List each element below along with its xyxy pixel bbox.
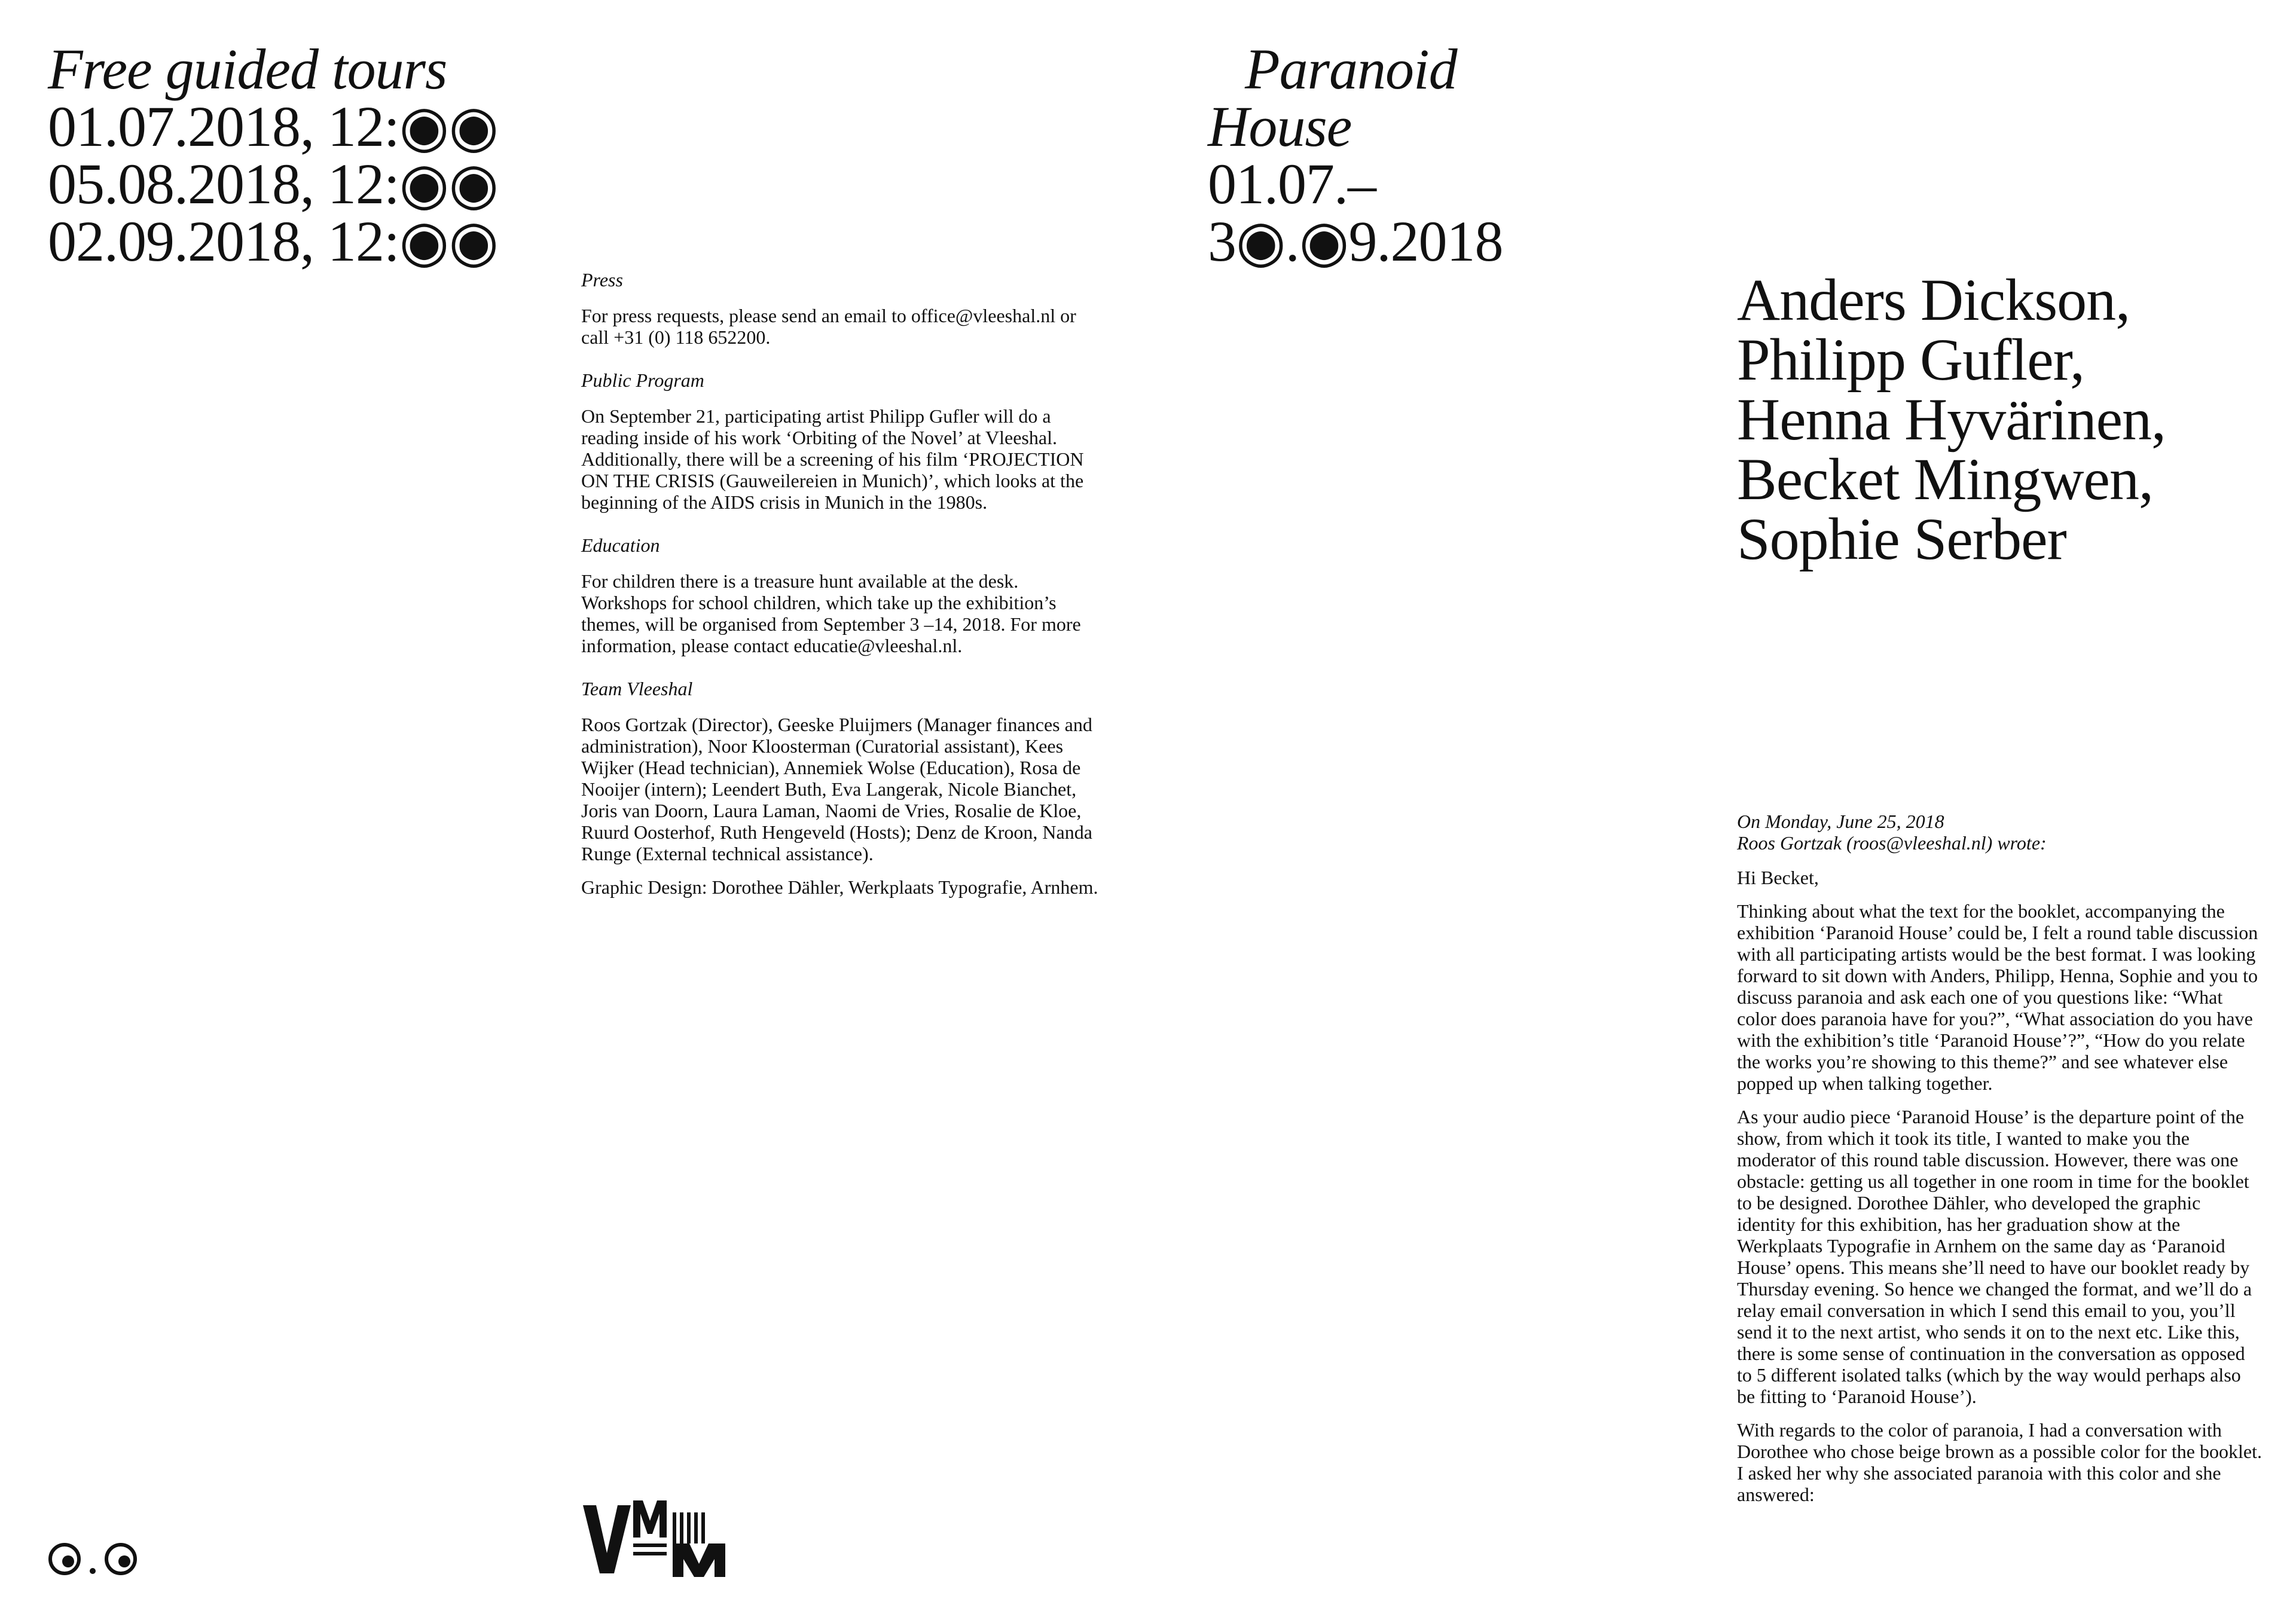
letter-meta [1737, 811, 2263, 854]
letter-date: On Monday, June 25, 2018 [1737, 811, 1944, 832]
education-text: For children there is a treasure hunt available at the desk. Workshops for school children, which take up the exhibition’s themes, will be organised from September 3 –14, 2018. For more information, please contact educatie@vleeshal.nl. [581, 570, 1081, 656]
guided-tours-title: Free guided tours [48, 37, 447, 101]
vm-logo-icon [583, 1500, 670, 1578]
team-heading: Team Vleeshal [581, 678, 693, 699]
artist-name: Becket Mingwen, [1737, 446, 2153, 512]
exhibition-title-block [1208, 37, 1567, 273]
exhibition-title-line: Paranoid [1245, 37, 1457, 101]
artists-list [1737, 267, 2275, 572]
letter-column [1737, 811, 2263, 1517]
artist-name: Philipp Gufler, [1737, 326, 2084, 393]
artist-name: Henna Hyvärinen, [1737, 386, 2166, 453]
eyes-icon [48, 1536, 138, 1578]
education-heading: Education [581, 534, 660, 556]
exhibition-dates: 3◉.◉9.2018 [1208, 209, 1503, 273]
guided-tours-block [48, 37, 622, 273]
public-program-heading: Public Program [581, 369, 704, 391]
artist-name: Sophie Serber [1737, 506, 2066, 572]
design-credit: Graphic Design: Dorothee Dähler, Werkplaats Typografie, Arnhem. [581, 876, 1098, 898]
artist-name: Anders Dickson, [1737, 267, 2130, 333]
letter-greeting: Hi Becket, [1737, 867, 1819, 888]
team-text: Roos Gortzak (Director), Geeske Pluijmers (Manager finances and administration), Noor Kloosterman (Curatorial assistant), Kees Wijker (Head technician), Annemiek Wolse (Education), Rosa de Nooijer (intern); Leendert Buth, Eva Langerak, Nicole Bianchet, Joris van Doorn, Laura Laman, Naomi de Vries, Rosalie de Kloe, Ruurd Oosterhof, Ruth Hengeveld (Hosts); Denz de Kroon, Nanda Runge (External technical assistance). [581, 714, 1092, 864]
letter-paragraph: With regards to the color of paranoia, I had a conversation with Dorothee who chose beige brown as a possible color for the booklet. I asked her why she associated paranoia with this color and she answered: [1737, 1419, 2262, 1505]
tour-date: 02.09.2018, 12:◉◉ [48, 209, 499, 273]
m-logo-icon [673, 1512, 762, 1578]
exhibition-title-line: House [1208, 94, 1352, 158]
tour-date: 05.08.2018, 12:◉◉ [48, 152, 499, 216]
press-text: For press requests, please send an email to office@vleeshal.nl or call +31 (0) 118 652200. [581, 305, 1076, 348]
letter-paragraph: As your audio piece ‘Paranoid House’ is the departure point of the show, from which it took its title, I wanted to make you the moderator of this round table discussion. However, there was one obstacle: getting us all together in one room in time for the booklet to be designed. Dorothee Dähler, who developed the graphic identity for this exhibition, has her graduation show at the Werkplaats Typografie in Arnhem on the same day as ‘Paranoid House’ opens. This means she’ll need to have our booklet ready by Thursday evening. So hence we changed the format, and we’ll do a relay email conversation in which I send this email to you, you’ll send it to the next artist, who sends it on to the next etc. Like this, there is some sense of continuation in the conversation as opposed to 5 different isolated talks (which by the way would perhaps also be fitting to ‘Paranoid House’). [1737, 1106, 2252, 1407]
info-column [581, 269, 1107, 919]
public-program-text: On September 21, participating artist Philipp Gufler will do a reading inside of his work ‘Orbiting of the Novel’ at Vleeshal. Additionally, there will be a screening of his film ‘PROJECTION ON THE CRISIS (Gauweilereien in Munich)’, which looks at the beginning of the AIDS crisis in Munich in the 1980s. [581, 405, 1084, 513]
letter-sender: Roos Gortzak (roos@vleeshal.nl) wrote: [1737, 832, 2047, 854]
tour-date: 01.07.2018, 12:◉◉ [48, 94, 499, 158]
press-heading: Press [581, 269, 623, 291]
exhibition-dates: 01.07.– [1208, 152, 1376, 216]
letter-paragraph: Thinking about what the text for the booklet, accompanying the exhibition ‘Paranoid House’ could be, I felt a round table discussion with all participating artists would be the best format. I was looking forward to sit down with Anders, Philipp, Henna, Sophie and you to discuss paranoia and ask each one of you questions like: “What color does paranoia have for you?”, “What association do you have with the exhibition’s title ‘Paranoid House’?”, “How do you relate the works you’re showing to this theme?” and see whatever else popped up when talking together. [1737, 900, 2258, 1094]
